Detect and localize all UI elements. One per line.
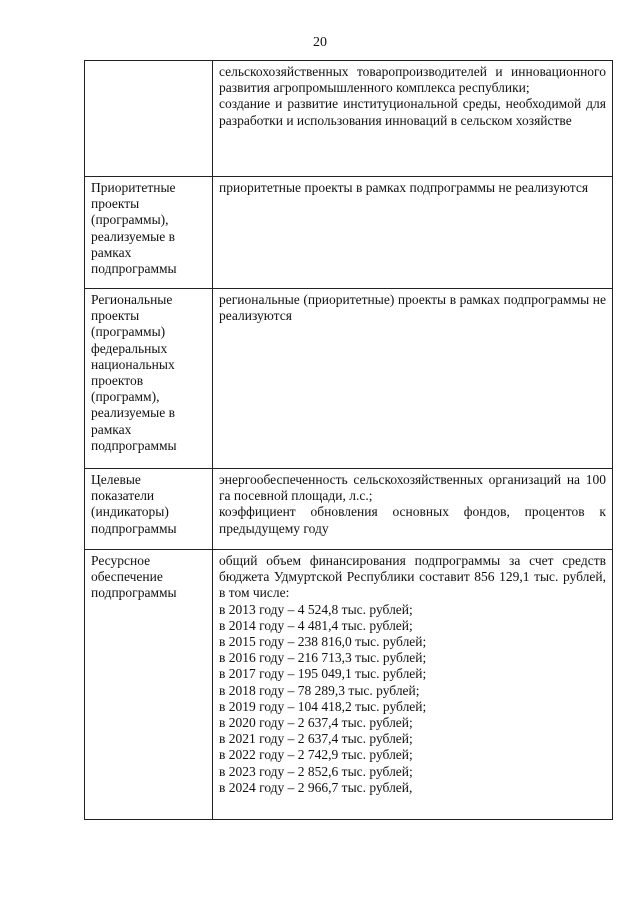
financing-intro: общий объем финансирования подпрограммы за счет средств бюджета Удмуртской Республики составит 856 129,1 тыс. рублей, в том числе:	[219, 553, 606, 601]
table-row	[85, 177, 613, 289]
content-paragraph: сельскохозяйственных товаропроизводителей и инновационного развития агропромышленного комплекса республики;	[219, 64, 606, 96]
row-label-regional-projects: Региональные проекты (программы) федеральных национальных проектов (программ), реализуемые в рамках подпрограммы	[85, 289, 213, 469]
content-paragraph: энергообеспеченность сельскохозяйственных организаций на 100 га посевной площади, л.с.;	[219, 472, 606, 504]
row-label-target-indicators: Целевые показатели (индикаторы) подпрограммы	[85, 469, 213, 550]
row-label-priority-projects: Приоритетные проекты (программы), реализуемые в рамках подпрограммы	[85, 177, 213, 289]
financing-year-line: в 2022 году – 2 742,9 тыс. рублей;	[219, 747, 413, 763]
subprogram-passport-table	[84, 60, 613, 820]
table-row	[85, 61, 613, 177]
content-paragraph: коэффициент обновления основных фондов, процентов к предыдущему году	[219, 504, 606, 536]
row-content	[213, 61, 613, 177]
content-paragraph: приоритетные проекты в рамках подпрограммы не реализуются	[219, 180, 589, 195]
row-content	[213, 177, 613, 289]
financing-year-line: в 2015 году – 238 816,0 тыс. рублей;	[219, 634, 427, 650]
financing-year-line: в 2013 году – 4 524,8 тыс. рублей;	[219, 601, 413, 617]
financing-year-line: в 2019 году – 104 418,2 тыс. рублей;	[219, 698, 427, 714]
financing-year-line: в 2014 году – 4 481,4 тыс. рублей;	[219, 617, 413, 633]
financing-year-line: в 2020 году – 2 637,4 тыс. рублей;	[219, 715, 413, 731]
row-content-financing	[213, 550, 613, 820]
content-paragraph: создание и развитие институциональной среды, необходимой для разработки и использования инноваций в сельском хозяйстве	[219, 96, 606, 128]
financing-year-line: в 2016 году – 216 713,3 тыс. рублей;	[219, 650, 427, 666]
financing-year-line: в 2018 году – 78 289,3 тыс. рублей;	[219, 682, 420, 698]
financing-year-line: в 2023 году – 2 852,6 тыс. рублей;	[219, 763, 413, 779]
row-content	[213, 289, 613, 469]
financing-year-line: в 2017 году – 195 049,1 тыс. рублей;	[219, 666, 427, 682]
table-row	[85, 289, 613, 469]
financing-year-line: в 2021 году – 2 637,4 тыс. рублей;	[219, 731, 413, 747]
table-row	[85, 469, 613, 550]
table-row	[85, 550, 613, 820]
row-content	[213, 469, 613, 550]
row-label	[85, 61, 213, 177]
financing-year-line: в 2024 году – 2 966,7 тыс. рублей,	[219, 779, 413, 795]
page-number: 20	[313, 35, 327, 50]
row-label-resource-provision: Ресурсное обеспечение подпрограммы	[85, 550, 213, 820]
content-paragraph: региональные (приоритетные) проекты в рамках подпрограммы не реализуются	[219, 292, 606, 324]
